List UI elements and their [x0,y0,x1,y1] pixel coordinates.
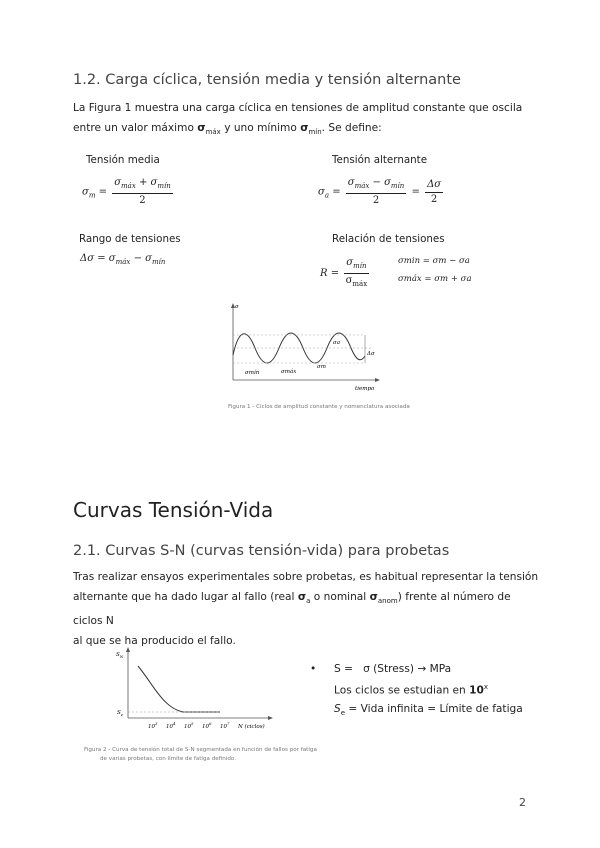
x-axis-arrow [375,378,380,382]
bullet-3-sub: e [340,708,346,717]
bullet-item-3 [310,700,550,722]
section-heading-curvas: Curvas Tensión-Vida [73,498,274,522]
bullet-item-1 [310,660,550,678]
equation-rel-min: σmin = σm − σa [398,256,470,266]
label-relacion-tensiones: Relación de tensiones [332,233,445,245]
intro-text-2: y uno mínimo [220,122,301,134]
sn-curve [138,666,220,712]
eq-num: Δσ [425,179,443,193]
label-tension-media: Tensión media [86,154,160,166]
eq-sub: a [324,191,330,200]
sub-max: máx [205,128,221,137]
figure-2 [108,646,280,750]
fig1-max-label: σmáx [281,369,297,375]
fig2-tick-2: $10^4$ [166,721,176,730]
fig2-tick-5: $10^7$ [220,721,230,730]
sn-text-2b: o nominal [310,591,370,603]
fig1-m-label: σm [317,364,326,370]
equation-relacion: R = $\frac{\sigma_{mín}}{\sigma_{máx}}$ [320,257,368,288]
fig1-min-label: σmín [245,370,260,376]
page-number: 2 [519,796,526,809]
fig2-ylabel: $S_N$ [116,652,124,659]
section-heading-1-2: 1.2. Carga cíclica, tensión media y tensión alternante [73,72,461,88]
figure-2-plot [108,646,280,750]
bullet-1-a: S = [334,663,353,675]
bullet-3-b: = Vida infinita = Límite de fatiga [345,702,523,715]
fig1-xlabel: tiempo [355,386,375,392]
sigma-symbol: σ [297,591,307,603]
fig1-delta-label: Δσ [367,351,375,357]
sigma-symbol: σ [300,122,309,134]
label-rango-tensiones: Rango de tensiones [79,233,181,245]
fig2-x-arrow [268,716,273,720]
eq-den: 2 [430,193,438,205]
equation-rango: $\Delta\sigma = \sigma_{máx} - \sigma_{mín}$ [80,253,166,266]
bullet-marker: • [310,663,317,675]
sn-paragraph [73,567,543,651]
equation-rel-max: σmáx = σm + σa [398,274,472,284]
section-heading-2-1: 2.1. Curvas S-N (curvas tensión-vida) para probetas [73,543,450,559]
eq-sym: R [320,268,328,279]
fig2-tick-3: $10^5$ [184,721,194,730]
fig2-tick-1: $10^3$ [148,721,158,730]
intro-text-3: . Se define: [321,122,382,134]
bullet-2-sup: x [483,683,489,691]
bullet-1-b: σ (Stress) → MPa [363,663,452,675]
figure-2-caption-1: Figura 2 - Curva de tensión total de S-N segmentada en función de fallos por fatiga [84,747,317,753]
sn-text-1: Tras realizar ensayos experimentales sobre probetas, es habitual representar la tensión [73,571,539,583]
eq-sym: Δσ [80,253,95,264]
fig2-tick-4: $10^6$ [202,721,212,730]
sub-a: a [306,597,311,606]
eq-sym: σ [82,186,89,198]
sub-anom: anom [377,597,398,606]
intro-text-1: La Figura 1 muestra una carga cíclica en tensiones de amplitud constante que oscila entre un valor máximo [73,102,523,134]
sub-min: mín [308,128,322,137]
figure-1 [225,300,385,400]
label-tension-alternante: Tensión alternante [332,154,428,166]
bullet-3-a: S [334,702,341,715]
sn-text-2c: ) frente al número de ciclos N [73,591,511,628]
eq-sym: σ [318,186,325,198]
equation-tension-alternante: $\sigma_a$ = $\frac{\sigma_{máx} - \sigma_{mín}}{2}$ = $\frac{\Delta\sigma}{2}$ [318,177,442,206]
fig2-xlabel: N (ciclos) [238,724,265,730]
bullet-list [310,660,550,722]
fig2-y-arrow [126,647,130,652]
eq-sub: m [88,191,96,200]
equation-tension-media: $\sigma_m$ = $\frac{\sigma_{máx} + \sigma_{mín}}{2}$ [82,177,171,206]
fig1-a-label: σa [333,340,341,346]
intro-paragraph [73,98,533,142]
bullet-2-b: 10 [469,684,484,697]
figure-1-caption: Figura 1 - Ciclos de amplitud constante y nomenclatura asociada [228,404,410,410]
bullet-item-2 [310,678,550,700]
sigma-symbol: σ [197,122,206,134]
sigma-symbol: σ [369,591,378,603]
eq-den: 2 [372,195,380,206]
sn-text-3: al que se ha producido el fallo. [73,635,236,648]
figure-2-caption-2: de varias probetas, con límite de fatiga definido. [100,756,237,762]
bullet-2-a: Los ciclos se estudian en [334,684,470,697]
sn-text-2a: alternante que ha dado lugar al fallo (real [73,591,298,603]
fig1-ylabel: σ [235,304,239,310]
fig2-se-label: $S_e$ [117,710,124,717]
figure-1-plot [225,300,385,400]
eq-den: 2 [139,195,146,206]
